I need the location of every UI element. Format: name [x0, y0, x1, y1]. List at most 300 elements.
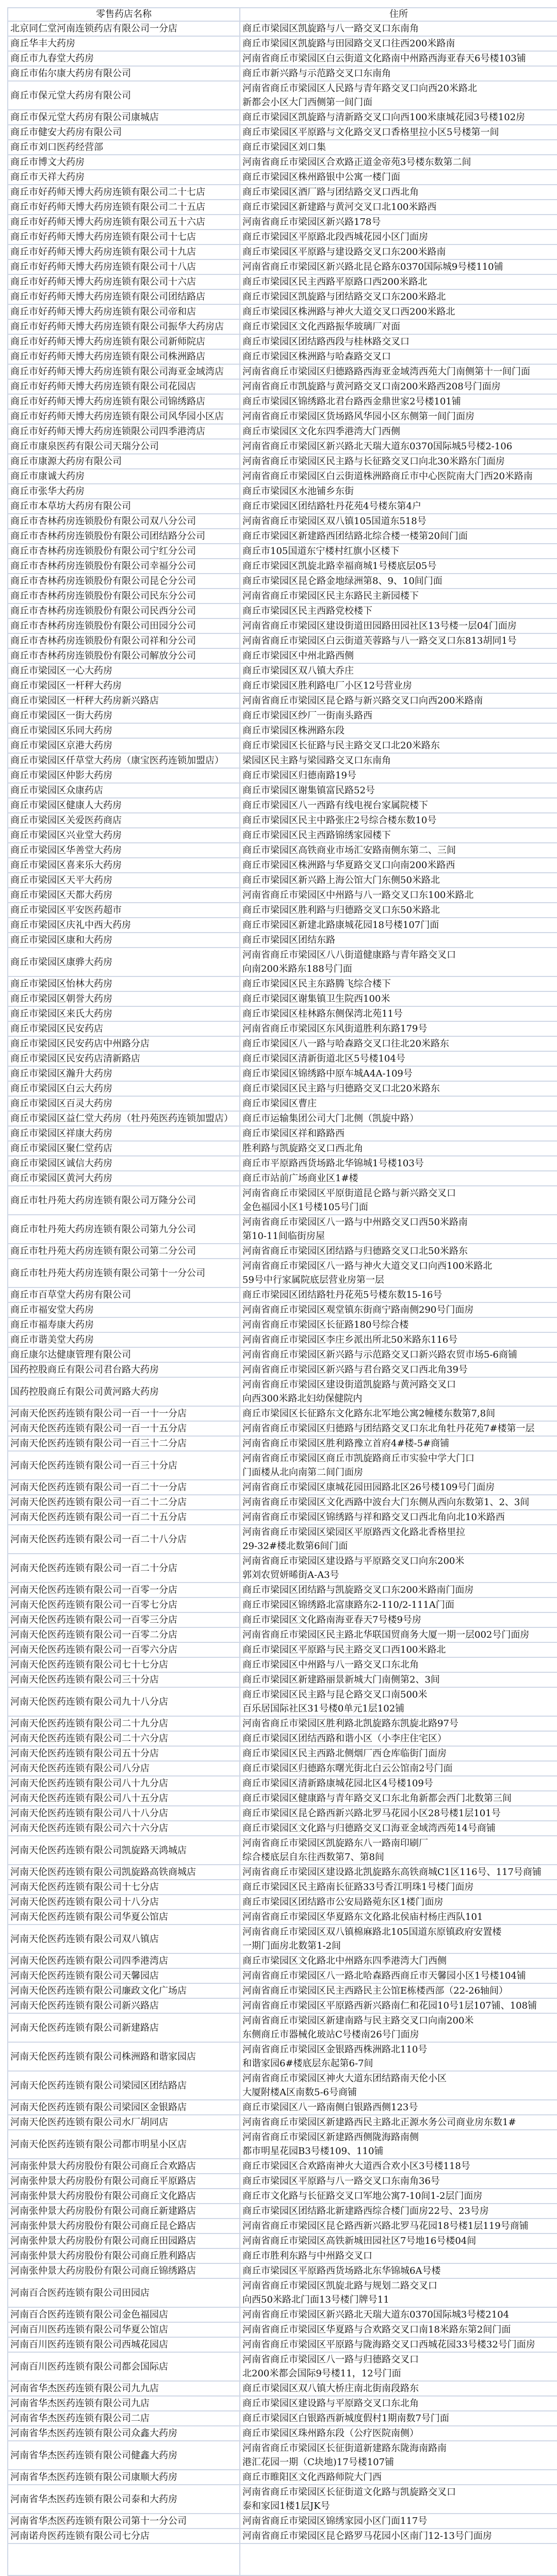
- address-line: 东侧商丘市器械化玻站C号楼南26号门面房: [242, 2029, 419, 2040]
- table-row: [8, 2485, 557, 2514]
- table-row: [8, 604, 557, 618]
- pharmacy-name-cell: 商丘市梁园区平安医药超市: [8, 903, 240, 918]
- address-line: 河南省商丘市梁园区观堂镇东街商宁路南侧290号门面房: [242, 1305, 474, 1315]
- table-row: [8, 2426, 557, 2441]
- table-row: [8, 1910, 557, 1925]
- table-row: [8, 125, 557, 140]
- pharmacy-name-cell: 河南省华杰医药连锁有限公司泰和大药房: [8, 2485, 240, 2514]
- address-line: 商丘市梁园区八一西路有线电视台家属院楼下: [242, 800, 428, 811]
- address-cell: [240, 1021, 557, 1036]
- pharmacy-name-cell: 商丘市梁园区康和大药房: [8, 933, 240, 948]
- pharmacy-name-cell: 河南天伦医药连锁有限公司一百三十分店: [8, 1451, 240, 1480]
- address-cell: [240, 1761, 557, 1776]
- table-row: [8, 813, 557, 828]
- table-row: [8, 170, 557, 185]
- address-cell: [240, 648, 557, 663]
- address-line: 商丘市梁园区民主西路平原路口西200米路北: [242, 276, 428, 287]
- pharmacy-name-cell: 商丘市梁园区华善堂大药房: [8, 843, 240, 858]
- address-line: 商丘市梁园区文化路与归德路交叉口海亚金域湾西苑14号商铺: [242, 1823, 496, 1834]
- address-line: 商丘市梁园区株洲路与神火大道交叉口西200米路北: [242, 306, 455, 317]
- address-cell: [240, 1377, 557, 1406]
- address-cell: [240, 2278, 557, 2307]
- address-cell: [240, 140, 557, 155]
- address-line: 商丘市梁园区新建路与黄河交叉口北100米路西: [242, 202, 437, 213]
- table-row: [8, 2307, 557, 2322]
- address-line: 商丘市梁园区团结路西段与桂林路交叉口: [242, 336, 409, 347]
- address-cell: [240, 1998, 557, 2013]
- table-row: [8, 2042, 557, 2071]
- address-line: 商丘市梁园区新建路西团结路北综合楼一楼第20间门面: [242, 531, 468, 542]
- pharmacy-name-cell: 商丘市福寿康大药房: [8, 1317, 240, 1332]
- address-cell: [240, 394, 557, 409]
- address-line: 河南省商丘市梁园区华夏路与合欢路交叉口南18米路东第2间门面: [242, 2324, 511, 2335]
- pharmacy-name-cell: 商丘市杏林药房连锁股份有限公司宁红分公司: [8, 544, 240, 559]
- pharmacy-name-cell: 河南天伦医药连锁有限公司十八分店: [8, 1895, 240, 1910]
- address-line: 商丘市梁园区团结路牡丹花苑4号楼东第4户: [242, 501, 421, 512]
- address-cell: [240, 1451, 557, 1480]
- address-line: 河南省商丘市梁园区平原路西新兴路南仁和花园10号1层107铺、108铺: [242, 2000, 537, 2011]
- pharmacy-name-cell: 河南天伦医药连锁有限公司一百零七分店: [8, 1597, 240, 1612]
- address-line: 商丘市梁园区团结东路: [242, 935, 335, 945]
- address-line: 商丘市梁园区民主中路张庄2号综合楼东数10号: [242, 815, 437, 826]
- address-cell: [240, 1880, 557, 1895]
- address-cell: [240, 2042, 557, 2071]
- table-row: [8, 2514, 557, 2529]
- table-row: [8, 2396, 557, 2411]
- address-cell: [240, 2514, 557, 2529]
- pharmacy-name-cell: 河南省华杰医药连锁有限公司第十一分公司: [8, 2514, 240, 2529]
- table-row: [8, 1451, 557, 1480]
- pharmacy-name-cell: 河南天伦医药连锁有限公司凯旋路高铁商城店: [8, 1865, 240, 1880]
- address-line: 商丘市梁园区锦绣路北君台路西金鼎世家2号楼101铺: [242, 396, 461, 407]
- address-line: 商丘市文化路与长征路交叉口军地公寓7-10间1-2层门面房: [242, 2191, 483, 2202]
- address-cell: [240, 618, 557, 633]
- address-cell: [240, 1495, 557, 1510]
- pharmacy-name-cell: 商丘市好药师天博大药房连锁有限公司锦绣路店: [8, 394, 240, 409]
- pharmacy-name-cell: 河南天伦医药连锁有限公司一百二十一分店: [8, 1480, 240, 1495]
- table-row: [8, 514, 557, 529]
- address-line: 河南省商丘市梁园区团结路与归德路交叉口北50米路东: [242, 1246, 468, 1257]
- address-cell: [240, 409, 557, 424]
- address-line: 商丘市梁园区凯旋路与八一路交叉口东南角: [242, 23, 419, 34]
- pharmacy-name-cell: 河南天伦医药连锁有限公司一百零二分店: [8, 1627, 240, 1642]
- address-cell: [240, 2204, 557, 2219]
- address-line: 北200米都会国际9号楼11，12号门面: [242, 2368, 401, 2379]
- pharmacy-name-cell: 河南天伦医药连锁有限公司二十九分店: [8, 1716, 240, 1731]
- header-pharmacy-name: 零售药店名称: [8, 8, 240, 21]
- pharmacy-name-cell: 河南天伦医药连锁有限公司一百零三分店: [8, 1612, 240, 1627]
- pharmacy-name-cell: 商丘市梁园区一杆秤大药房新兴路店: [8, 693, 240, 708]
- address-cell: [240, 2411, 557, 2426]
- address-line: 河南省商丘市梁园区建设街道田园路田园社区13号楼一层04门面房: [242, 621, 517, 631]
- address-line: 商丘市梁园区新建路丽景新城大门南侧第2、3间: [242, 1674, 440, 1685]
- address-cell: [240, 1362, 557, 1377]
- table-row: [8, 1302, 557, 1317]
- address-cell: [240, 304, 557, 319]
- address-cell: [240, 36, 557, 51]
- pharmacy-name-cell: 商丘市梁园区瀚升大药房: [8, 1066, 240, 1081]
- address-line: 商丘市梁园区株洲路东段: [242, 725, 345, 736]
- address-cell: [240, 1910, 557, 1925]
- address-line: 商丘市梁园区归德路东曙光街北白云公馆南2号门面: [242, 1763, 453, 1774]
- address-line: 泰和家园1楼1层JK号: [242, 2501, 330, 2512]
- address-cell: [240, 21, 557, 36]
- address-line: 59号中行家属院底层营业房第一层: [242, 1275, 384, 1285]
- address-cell: [240, 663, 557, 678]
- address-cell: [240, 1791, 557, 1806]
- address-line: 商丘市梁园区平原路与八一路交叉口东南角36号: [242, 2176, 440, 2187]
- pharmacy-name-cell: 商丘市好药师天博大药房连锁有限公司十七店: [8, 230, 240, 244]
- pharmacy-name-cell: 商丘市九春堂大药房: [8, 51, 240, 66]
- table-row: [8, 259, 557, 274]
- pharmacy-name-cell: 河南百合医药连锁有限公司金色福园店: [8, 2307, 240, 2322]
- address-cell: [240, 51, 557, 66]
- pharmacy-name-cell: 商丘市梁园区仲影大药房: [8, 768, 240, 783]
- table-row: [8, 918, 557, 933]
- table-row: [8, 1716, 557, 1731]
- table-row: [8, 1317, 557, 1332]
- table-row: [8, 2115, 557, 2130]
- address-line: 商丘市梁园区胜利路与归德路交叉口东50米路北: [242, 905, 440, 916]
- address-line: 河南省商丘市梁园区新建路西侧陇海路南侧: [242, 2132, 419, 2143]
- address-line: 商丘市梁园区文化西路振华玻璃厂对面: [242, 321, 400, 332]
- pharmacy-name-cell: 河南天伦医药连锁有限公司一百零六分店: [8, 1642, 240, 1657]
- address-cell: [240, 514, 557, 529]
- table-row: [8, 349, 557, 364]
- address-line: 商丘市梁园区昆仑路西新兴路北罗马花园小区28号楼1层101号: [242, 1808, 501, 1819]
- table-row: [8, 2159, 557, 2174]
- pharmacy-name-cell: 商丘市杏林药房连锁股份有限公司祥和分公司: [8, 633, 240, 648]
- pharmacy-name-cell: 商丘市梁园区祥康大药房: [8, 1126, 240, 1141]
- address-cell: [240, 349, 557, 364]
- pharmacy-name-cell: 商丘市好药师天博大药房连锁有限公司新师院店: [8, 334, 240, 349]
- address-line: 河南省商丘市梁园区胜利路豫立首府4#楼-5#商铺: [242, 1438, 450, 1449]
- table-row: [8, 1126, 557, 1141]
- address-cell: [240, 1421, 557, 1436]
- address-cell: [240, 1036, 557, 1051]
- address-cell: [240, 289, 557, 304]
- address-cell: [240, 888, 557, 903]
- pharmacy-name-cell: 商丘市好药师天博大药房连锁有限公司海亚金域湾店: [8, 364, 240, 379]
- table-row: [8, 1776, 557, 1791]
- address-cell: [240, 1126, 557, 1141]
- pharmacy-name-cell: 河南天伦医药连锁有限公司梁园区金银路店: [8, 2100, 240, 2115]
- header-address: 住所: [240, 8, 557, 21]
- address-cell: [240, 2544, 557, 2575]
- table-row: [8, 903, 557, 918]
- table-row: [8, 1925, 557, 1953]
- pharmacy-name-cell: 商丘市保元堂大药房有限公司: [8, 81, 240, 110]
- address-line: 商丘市睢阳区文化西路师院大门西: [242, 2472, 382, 2483]
- table-body: [8, 21, 557, 2575]
- address-cell: [240, 334, 557, 349]
- table-row: [8, 304, 557, 319]
- address-cell: [240, 1480, 557, 1495]
- address-cell: [240, 753, 557, 768]
- address-cell: [240, 439, 557, 454]
- address-line: 商丘市梁园区凯旋北路幸福商城1号楼底层05号: [242, 561, 437, 572]
- pharmacy-name-cell: 商丘市梁园区一街大药房: [8, 708, 240, 723]
- table-row: [8, 1554, 557, 1583]
- address-line: 河南省商丘市梁园区民主路与长征路交叉口向北30米路东门面房: [242, 456, 505, 467]
- address-line: 河南省商丘市梁园区民主西路民主公馆E栋楼西部（22-26轴间）: [242, 1985, 509, 1996]
- pharmacy-name-cell: 河南天伦医药连锁有限公司一百二十二分店: [8, 1495, 240, 1510]
- address-cell: [240, 1612, 557, 1627]
- table-row: [8, 1597, 557, 1612]
- address-line: 河南省商丘市梁园区昆仑路与新兴路交叉口向西200米路南: [242, 695, 483, 706]
- address-line: 河南省商丘市梁园区新兴路北天瑞大道东0370国际城3号楼2104: [242, 2309, 510, 2320]
- address-cell: [240, 723, 557, 738]
- table-row: [8, 364, 557, 379]
- address-cell: [240, 1895, 557, 1910]
- table-row: [8, 633, 557, 648]
- pharmacy-name-cell: 河南天伦医药连锁有限公司八十八分店: [8, 1806, 240, 1821]
- pharmacy-name-cell: 商丘市好药师天博大药房连锁限公司四季港湾店: [8, 424, 240, 439]
- pharmacy-name-cell: 河南省华杰医药连锁有限公司九店: [8, 2396, 240, 2411]
- pharmacy-name-cell: 商丘市好药师天博大药房连锁有限公司风华园小区店: [8, 409, 240, 424]
- table-row: [8, 1051, 557, 1066]
- address-line: 胜利路与凯旋路交叉口西北角: [242, 1143, 363, 1154]
- address-cell: [240, 1806, 557, 1821]
- address-cell: [240, 274, 557, 289]
- table-row: [8, 1156, 557, 1171]
- address-line: 河南省商丘市梁园区昆仑路西新兴路北罗马花园18号楼1层119号商铺: [242, 2221, 529, 2231]
- address-cell: [240, 1716, 557, 1731]
- address-line: 郭刘农贸妍晞街A-A3号: [242, 1570, 339, 1580]
- pharmacy-name-cell: 商丘市梁园区一心大药房: [8, 663, 240, 678]
- address-line: 河南省商丘市梁园区八一路与中州路交叉口西50米路南: [242, 1217, 468, 1228]
- address-cell: [240, 364, 557, 379]
- address-cell: [240, 858, 557, 873]
- address-line: 商丘市梁园区合欢路南神火大道西合欢小区3号楼118号: [242, 2161, 470, 2172]
- table-row: [8, 2189, 557, 2204]
- pharmacy-name-cell: 商丘市梁园区聚仁堂药店: [8, 1141, 240, 1156]
- table-row: [8, 1287, 557, 1302]
- table-row: [8, 1036, 557, 1051]
- address-cell: [240, 1436, 557, 1451]
- address-line: 河南省商丘市梁园区白云街道文化路南中州路西海亚春天6号楼103铺: [242, 53, 526, 64]
- table-row: [8, 499, 557, 514]
- table-row: [8, 230, 557, 244]
- pharmacy-name-cell: 河南天伦医药连锁有限公司新兴路店: [8, 1998, 240, 2013]
- address-cell: [240, 783, 557, 798]
- pharmacy-name-cell: 商丘市梁园区兴业堂大药房: [8, 828, 240, 843]
- address-line: 商丘市梁园区团结路牡丹花苑5号楼东数15-16号: [242, 1290, 443, 1300]
- address-cell: [240, 469, 557, 484]
- pharmacy-name-cell: 河南天伦医药连锁有限公司凯旋路天鸿城店: [8, 1836, 240, 1865]
- address-line: 商丘市梁园区文化东四季港湾大门西侧: [242, 426, 400, 437]
- address-cell: [240, 1156, 557, 1171]
- address-line: 河南省商丘市梁园区李庄乡派出所北50米路东116号: [242, 1334, 458, 1345]
- pharmacy-name-cell: 商丘市好药师天博大药房连锁有限公司五十六店: [8, 215, 240, 230]
- address-cell: [240, 1672, 557, 1687]
- pharmacy-name-cell: 商丘市佑尔康大药房有限公司: [8, 66, 240, 81]
- table-row: [8, 319, 557, 334]
- address-line: 河南省商丘市梁园区人民路与青年路交叉口向西20米路北: [242, 83, 477, 94]
- address-line: 河南省商丘市梁园区金银路西株洲路北110号: [242, 2044, 428, 2055]
- table-row: [8, 394, 557, 409]
- address-line: 河南省商丘市梁园区八八街道健康路与青年路交叉口: [242, 950, 456, 960]
- table-row: [8, 2071, 557, 2100]
- address-cell: [240, 110, 557, 125]
- address-line: 河南省商丘市梁园区双八镇105国道东518号: [242, 516, 427, 527]
- table-row: [8, 828, 557, 843]
- address-cell: [240, 2381, 557, 2396]
- table-row: [8, 1096, 557, 1111]
- table-row: [8, 589, 557, 604]
- address-line: 商丘市梁园区团结路市公安局路菀东区1楼门面房: [242, 1897, 444, 1907]
- address-line: 商丘市梁园区民主东路腾飞综合楼下: [242, 979, 391, 989]
- pharmacy-name-cell: 河南天伦医药连锁有限公司一百三十二分店: [8, 1436, 240, 1451]
- pharmacy-name-cell: 河南张仲景大药房股份有限公司商丘昆仑路店: [8, 2219, 240, 2233]
- address-cell: [240, 1051, 557, 1066]
- address-line: 第10-11间临街房屋: [242, 1231, 325, 1242]
- table-row: [8, 1066, 557, 1081]
- table-row: [8, 1865, 557, 1880]
- pharmacy-name-cell: 河南天伦医药连锁有限公司三十分店: [8, 1672, 240, 1687]
- address-line: 商丘市梁园区长征路与民主路交叉口北20米路东: [242, 740, 440, 751]
- address-line: 河南省商丘市梁园区归德路路西海亚金域湾西苑大门南侧第十一间门面: [242, 366, 530, 377]
- address-line: 商丘市新兴路与示范路交叉口东南角: [242, 68, 391, 79]
- table-row: [8, 663, 557, 678]
- pharmacy-name-cell: 商丘市保元堂大药房有限公司康城店: [8, 110, 240, 125]
- address-cell: [240, 1836, 557, 1865]
- table-row: [8, 1186, 557, 1215]
- address-cell: [240, 693, 557, 708]
- pharmacy-name-cell: 商丘市梁园区朝誉大药房: [8, 991, 240, 1006]
- table-row: [8, 274, 557, 289]
- address-cell: [240, 1821, 557, 1836]
- address-line: 梁园区民主路与梁园路交叉口东南角: [242, 755, 391, 766]
- address-cell: [240, 633, 557, 648]
- pharmacy-name-cell: 商丘市福安堂大药房: [8, 1302, 240, 1317]
- table-row: [8, 424, 557, 439]
- address-cell: [240, 1731, 557, 1746]
- address-cell: [240, 81, 557, 110]
- address-cell: [240, 1953, 557, 1968]
- table-row: [8, 1731, 557, 1746]
- pharmacy-name-cell: 商丘市梁园区来氏大药房: [8, 1006, 240, 1021]
- address-cell: [240, 828, 557, 843]
- table-row: [8, 708, 557, 723]
- address-line: 商丘市梁园区文化路南海亚春天7号楼9号房: [242, 1615, 421, 1625]
- address-line: 商丘市梁园区八一路与哈森路交叉口往北20米路东: [242, 1038, 449, 1049]
- pharmacy-name-cell: 商丘市梁园区仟草堂大药房（康宝医药连锁加盟店）: [8, 753, 240, 768]
- address-cell: [240, 738, 557, 753]
- address-cell: [240, 2263, 557, 2278]
- address-cell: [240, 1657, 557, 1672]
- address-line: 都市明星花园B3号楼109、110铺: [242, 2146, 384, 2157]
- address-line: 河南省商丘市梁园区长征路180号综合楼: [242, 1319, 409, 1330]
- address-cell: [240, 1642, 557, 1657]
- pharmacy-name-cell: 河南天伦医药连锁有限公司二十六分店: [8, 1731, 240, 1746]
- address-cell: [240, 1186, 557, 1215]
- pharmacy-name-cell: 河南张仲景大药房股份有限公司商丘平原路店: [8, 2174, 240, 2189]
- table-row: [8, 2233, 557, 2248]
- table-row: [8, 1657, 557, 1672]
- address-line: 河南省商丘市梁园区新兴路北昆仑路东0370国际城9号楼110铺: [242, 262, 503, 272]
- address-cell: [240, 1347, 557, 1362]
- address-line: 商丘市梁园区凯旋路与清新路交叉口向西100米康城花园3号楼102房: [242, 112, 526, 123]
- address-line: 河南省商丘市梁园区长征街道新建路东陇海南路南: [242, 2443, 447, 2454]
- address-cell: [240, 529, 557, 544]
- table-row: [8, 1612, 557, 1627]
- address-line: 一期门面房北数第1-2间: [242, 1941, 341, 1951]
- address-cell: [240, 976, 557, 991]
- address-line: 商丘市梁园区谢集镇卫生院西100米: [242, 993, 390, 1004]
- address-cell: [240, 2337, 557, 2352]
- address-line: 河南省商丘市梁园区新建路西民主路北正源水务公司商业房东数1#: [242, 2117, 516, 2128]
- pharmacy-name-cell: 商丘市杏林药房连锁股份有限公司双八分公司: [8, 514, 240, 529]
- address-cell: [240, 559, 557, 574]
- address-line: 商丘市梁园区文化路北中州路东四季港湾大门西侧: [242, 1955, 447, 1966]
- address-line: 商丘市站前广场商业区1#楼: [242, 1173, 358, 1184]
- table-row: [8, 110, 557, 125]
- address-cell: [240, 574, 557, 589]
- address-cell: [240, 2248, 557, 2263]
- table-row: [8, 529, 557, 544]
- pharmacy-name-cell: 商丘市杏林药房连锁股份有限公司昆仑分公司: [8, 574, 240, 589]
- pharmacy-name-cell: 河南天伦医药连锁有限公司四季港湾店: [8, 1953, 240, 1968]
- address-cell: [240, 544, 557, 559]
- address-line: 商丘市梁园区高铁商业市场汇安路南侧东第二、三间: [242, 845, 456, 856]
- pharmacy-name-cell: 河南省华杰医药连锁有限公司康顺大药房: [8, 2470, 240, 2485]
- table-row: [8, 768, 557, 783]
- address-cell: [240, 1244, 557, 1259]
- pharmacy-name-cell: 商丘市好药师天博大药房连锁有限公司帝和店: [8, 304, 240, 319]
- address-line: 商丘市梁园区双八镇大乔庄: [242, 665, 354, 676]
- pharmacy-name-cell: 商丘市梁园区民安药店中州路分店: [8, 1036, 240, 1051]
- table-row: [8, 1406, 557, 1421]
- address-line: 商丘市梁园区民主路南长征路33号香江明珠1号楼门面房: [242, 1882, 474, 1893]
- address-cell: [240, 155, 557, 170]
- address-cell: [240, 2071, 557, 2100]
- address-cell: [240, 1746, 557, 1761]
- table-row: [8, 2204, 557, 2219]
- address-cell: [240, 319, 557, 334]
- pharmacy-name-cell: 商丘市梁园区百灵大药房: [8, 1096, 240, 1111]
- address-line: 商丘市梁园区株州路银中公寓一楼门面: [242, 172, 400, 183]
- address-line: 河南省商丘市梁园区新兴路178号: [242, 217, 381, 227]
- address-line: 河南省商丘市梁园区白云街道芙蓉路与八一路交叉口东813胡同1号: [242, 635, 517, 646]
- address-line: 商丘市梁园区团结路与凯旋路交叉口东200米路南门面房: [242, 1585, 474, 1595]
- pharmacy-name-cell: 商丘市梁园区康骅大药房: [8, 948, 240, 976]
- pharmacy-name-cell: 河南百川医药连锁有限公司西城花园店: [8, 2337, 240, 2352]
- pharmacy-name-cell: 河南天伦医药连锁有限公司七十七分店: [8, 1657, 240, 1672]
- address-line: 商丘市梁园区桂林路东侧保湾北苑11号: [242, 1008, 403, 1019]
- address-cell: [240, 1081, 557, 1096]
- pharmacy-name-cell: 河南天伦医药连锁有限公司一百一十一分店: [8, 1406, 240, 1421]
- address-line: 商丘市运输集团公司大门北侧（凯旋中路）: [242, 1113, 419, 1124]
- address-line: 河南省商丘市梁园区平原路与陇海路交叉口西城花园33号楼32号门面房: [242, 2339, 535, 2350]
- address-cell: [240, 230, 557, 244]
- pharmacy-name-cell: 商丘市好药师天博大药房连锁有限公司二十五店: [8, 200, 240, 215]
- address-line: 商丘市梁园区中州路与八一路交叉口东北角: [242, 1659, 419, 1670]
- pharmacy-name-cell: 河南天伦医药连锁有限公司一百二十八分店: [8, 1525, 240, 1554]
- address-line: 商丘市梁园区凯旋路与田园路交叉口往西200米路南: [242, 38, 455, 49]
- table-row: [8, 1021, 557, 1036]
- pharmacy-name-cell: 商丘市张华大药房: [8, 484, 240, 499]
- address-cell: [240, 259, 557, 274]
- table-row: [8, 1761, 557, 1776]
- table-row: [8, 454, 557, 469]
- table-row: [8, 738, 557, 753]
- pharmacy-name-cell: 商丘市本草坊大药房有限公司: [8, 499, 240, 514]
- address-line: 河南省商丘市梁园区民主路北华联国贸商务大厦一期一层002号门面房: [242, 1629, 530, 1640]
- address-line: 河南省商丘市梁园区八一路与神火大道交叉口向西100米路北: [242, 1261, 493, 1271]
- address-line: 河南省商丘市梁园区锦绣路与祥和路交叉口西北角向北10米路西: [242, 1512, 505, 1523]
- address-line: 商丘市梁园区纱厂一街南头路西: [242, 710, 372, 721]
